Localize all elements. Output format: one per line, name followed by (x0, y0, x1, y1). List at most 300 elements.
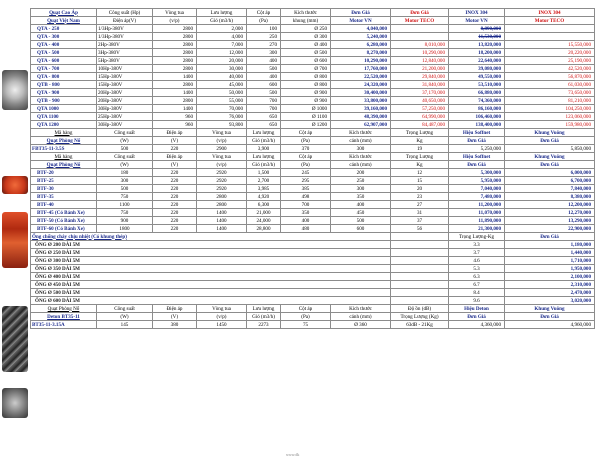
section-subtitle: Quạt Việt Nam (31, 17, 97, 25)
table-cell: 37 (391, 217, 449, 225)
table-cell: 25,190,000 (505, 57, 595, 65)
table-row (31, 33, 595, 41)
table-cell: 21,300,000 (449, 225, 505, 233)
table-cell: 12 (391, 169, 449, 177)
table-cell: 30,000 (197, 65, 247, 73)
table-cell: Ø 1000 (281, 105, 331, 113)
table-cell: 50,000 (197, 89, 247, 97)
table-cell: 4.6 (449, 257, 505, 265)
table-cell: 1450 (197, 321, 247, 329)
section-header-row (31, 313, 595, 321)
column-header: Lưu lượng (247, 153, 281, 161)
table-cell: 1,440,000 (505, 249, 595, 257)
table-cell: 11,890,000 (449, 217, 505, 225)
table-cell: 1400 (197, 209, 247, 217)
table-cell: 5.3 (449, 265, 505, 273)
table-cell: 2800 (197, 193, 247, 201)
table-cell: 2800 (153, 81, 197, 89)
table-cell: 2273 (247, 321, 281, 329)
column-header: (V) (153, 137, 197, 145)
table-cell: 31,840,000 (391, 81, 449, 89)
column-header: Mã hàng (31, 129, 97, 137)
table-cell: 1400 (197, 225, 247, 233)
table-cell: 8.4 (449, 289, 505, 297)
table-row (31, 25, 595, 33)
table-cell: 61,030,000 (505, 81, 595, 89)
table-cell: 400 (331, 201, 391, 209)
table-cell: 6,700,000 (505, 177, 595, 185)
table-row (31, 297, 595, 305)
table-cell (391, 241, 449, 249)
table-cell: 9.6 (449, 297, 505, 305)
table-cell: 11,530,000 (449, 33, 505, 41)
table-cell: 159,980,000 (505, 121, 595, 129)
table-cell: 24,000 (247, 217, 281, 225)
table-cell: 400 (281, 217, 331, 225)
table-cell: 12,270,000 (505, 209, 595, 217)
table-cell: 1,950,000 (505, 265, 595, 273)
table-cell: 53,510,000 (449, 81, 505, 89)
table-cell: 2800 (153, 65, 197, 73)
table-row (31, 121, 595, 129)
table-cell: 20 (391, 185, 449, 193)
column-header: Điện áp(V) (97, 17, 153, 25)
column-header: Trọng Lượng (Kg) (391, 313, 449, 321)
product-code: QTA 1000 (31, 105, 97, 113)
product-code: QTA - 400 (31, 41, 97, 49)
table-row (31, 113, 595, 121)
column-header: Kg (391, 137, 449, 145)
column-header: Cột áp (247, 9, 281, 17)
table-cell: Ø 800 (281, 81, 331, 89)
table-cell: 400 (247, 57, 281, 65)
table-cell: 7,840,000 (505, 185, 595, 193)
table-cell: 21,200,000 (391, 65, 449, 73)
product-code: BTF-20 (31, 169, 97, 177)
product-code: ỐNG Ø 500 DÀI 5M (31, 289, 391, 297)
table-cell: 33,800,000 (331, 97, 391, 105)
section-header-row (31, 233, 595, 241)
column-header: (V) (153, 313, 197, 321)
table-cell: 55,000 (197, 97, 247, 105)
column-header: (V) (153, 161, 197, 169)
product-code: BTF-35 (31, 193, 97, 201)
table-cell: 28,800 (247, 225, 281, 233)
table-row (31, 41, 595, 49)
table-cell: 2900 (197, 145, 247, 153)
column-header: Lưu lượng (197, 9, 247, 17)
page-footer: www.dk (286, 452, 300, 457)
section-header-row (31, 305, 595, 313)
table-cell: 3.7 (449, 249, 505, 257)
column-header: Khung Vuông (505, 129, 595, 137)
column-header: Công suất (97, 153, 153, 161)
table-cell: Ø 360 (331, 321, 391, 329)
product-code: ỐNG Ø 250 DÀI 5M (31, 249, 391, 257)
table-cell: 30,400,000 (331, 89, 391, 97)
table-cell: 270 (247, 41, 281, 49)
table-cell: 5,240,000 (331, 33, 391, 41)
table-cell (505, 25, 595, 33)
table-cell: 27 (391, 201, 449, 209)
table-cell: 2Hp-380V (97, 41, 153, 49)
table-cell (505, 33, 595, 41)
table-cell: 62,907,000 (331, 121, 391, 129)
table-row (31, 193, 595, 201)
column-header: Vòng tua (153, 9, 197, 17)
table-cell (391, 257, 449, 265)
table-cell: 3,985 (247, 185, 281, 193)
price-table-body (31, 9, 595, 329)
table-row (31, 105, 595, 113)
table-cell: 7,000 (197, 41, 247, 49)
table-cell: 30Hp-380V (97, 105, 153, 113)
table-cell: 2920 (197, 185, 247, 193)
column-header: INOX 304 (449, 9, 505, 17)
table-cell: 250 (247, 33, 281, 41)
column-header: Gió (m3/h) (247, 161, 281, 169)
column-header: (W) (97, 313, 153, 321)
column-header: Trọng Lượng (391, 153, 449, 161)
table-cell: 11,200,000 (449, 201, 505, 209)
table-cell: 2920 (197, 169, 247, 177)
table-cell: 5,950,000 (449, 177, 505, 185)
heat-resistant-duct-image (2, 306, 28, 372)
product-code: QTA - 500 (31, 49, 97, 57)
section-header-row (31, 17, 595, 25)
column-header: Quạt Phòng Nổ (31, 137, 97, 145)
table-cell: Ø 400 (281, 41, 331, 49)
table-cell: 19 (391, 145, 449, 153)
table-cell: 1400 (153, 89, 197, 97)
table-cell: 5Hp-380V (97, 57, 153, 65)
table-cell: 12,000 (197, 49, 247, 57)
table-row (31, 177, 595, 185)
column-header: Trọng Lượng (391, 129, 449, 137)
product-code: QTA 1100 (31, 113, 97, 121)
table-row (31, 145, 595, 153)
table-cell: 2800 (153, 33, 197, 41)
table-cell: 300 (247, 49, 281, 57)
column-header: cánh (mm) (331, 161, 391, 169)
table-cell: 500 (247, 65, 281, 73)
table-row (31, 49, 595, 57)
column-header: Đơn Giá (505, 233, 595, 241)
table-cell: 3Hp-380V (97, 49, 153, 57)
column-header: Motor VN (449, 17, 505, 25)
column-header: Độ ồn (dB) (391, 305, 449, 313)
column-header: Motor VN (331, 17, 391, 25)
table-cell: 12,840,000 (391, 57, 449, 65)
table-cell: 1100 (97, 201, 153, 209)
column-header: Kích thước (331, 305, 391, 313)
table-cell: Ø 300 (281, 33, 331, 41)
table-cell: 8,380,000 (505, 193, 595, 201)
table-cell: 480 (281, 225, 331, 233)
table-cell: 39,160,000 (331, 105, 391, 113)
table-cell: 220 (153, 145, 197, 153)
table-cell: 70,000 (197, 105, 247, 113)
table-cell: 37,170,000 (391, 89, 449, 97)
table-cell: 20Hp-380V (97, 89, 153, 97)
table-cell: 84,487,000 (391, 121, 449, 129)
table-cell: 2920 (197, 177, 247, 185)
table-cell: 10,290,000 (331, 57, 391, 65)
column-header: Gió (m3/h) (197, 17, 247, 25)
table-cell: 66,880,000 (449, 89, 505, 97)
table-cell: 498 (281, 193, 331, 201)
table-cell: 2800 (197, 201, 247, 209)
column-header: Lưu lượng (247, 129, 281, 137)
product-code: BTF-60 (Có Bánh Xe) (31, 225, 97, 233)
table-cell: 2800 (153, 49, 197, 57)
table-cell: 750 (97, 193, 153, 201)
table-cell: 385 (281, 185, 331, 193)
table-cell (391, 265, 449, 273)
table-row (31, 201, 595, 209)
column-header: Cột áp (281, 305, 331, 313)
table-row (31, 185, 595, 193)
column-header: cánh (mm) (331, 137, 391, 145)
table-cell: 17,760,000 (331, 65, 391, 73)
table-cell: Ø 1200 (281, 121, 331, 129)
column-header: Kg (391, 161, 449, 169)
table-row (31, 257, 595, 265)
product-code: BTF-40 (31, 201, 97, 209)
table-cell: 500 (247, 89, 281, 97)
product-code: QTB - 900 (31, 97, 97, 105)
table-cell: Ø 900 (281, 97, 331, 105)
product-code: QTA - 300 (31, 33, 97, 41)
product-code: QTA - 600 (31, 57, 97, 65)
table-cell: 220 (153, 169, 197, 177)
table-cell: 295 (281, 177, 331, 185)
column-header: (W) (97, 137, 153, 145)
column-header: (Pa) (281, 137, 331, 145)
column-header: Hiệu Deton (449, 305, 505, 313)
product-code: ỐNG Ø 450 DÀI 5M (31, 281, 391, 289)
table-cell: 3.3 (449, 241, 505, 249)
table-cell: 45,000 (197, 81, 247, 89)
table-cell: 180 (97, 169, 153, 177)
column-header: Trọng Lượng-Kg (449, 233, 505, 241)
product-code: ỐNG Ø 350 DÀI 5M (31, 265, 391, 273)
table-cell: 74,360,000 (449, 97, 505, 105)
section-title: Ống chống cháy chịu nhiệt (Có khung thép) (31, 233, 391, 241)
table-cell: 57,250,000 (391, 105, 449, 113)
table-cell: 48,390,000 (331, 113, 391, 121)
column-header: (v/p) (197, 313, 247, 321)
table-cell: 24,320,000 (331, 81, 391, 89)
axial-fan-image (2, 70, 28, 110)
table-cell: 42,520,000 (505, 65, 595, 73)
table-cell: 220 (153, 225, 197, 233)
table-cell: 23 (391, 193, 449, 201)
column-header: Mã hàng (31, 153, 97, 161)
section-title: Quạt Cao Áp (31, 9, 97, 17)
table-cell: 4,360,000 (449, 321, 505, 329)
table-cell: 500 (331, 217, 391, 225)
table-cell: 13,820,000 (449, 41, 505, 49)
table-cell: 2,000 (197, 25, 247, 33)
table-cell: 106,460,000 (449, 113, 505, 121)
deton-fan-image (2, 388, 28, 418)
table-cell: 15 (391, 177, 449, 185)
product-code: ỐNG Ø 600 DÀI 5M (31, 297, 391, 305)
table-cell: 6.3 (449, 273, 505, 281)
table-cell: 960 (153, 113, 197, 121)
column-header: Đơn Giá (449, 137, 505, 145)
table-cell: 370 (281, 145, 331, 153)
column-header: Vòng tua (197, 153, 247, 161)
product-code: BTF-30 (31, 185, 97, 193)
product-code: QTA 1200 (31, 121, 97, 129)
table-cell: 750 (97, 209, 153, 217)
table-cell: 650 (247, 121, 281, 129)
price-table (30, 8, 595, 329)
column-header: Quạt Phòng Nổ (31, 161, 97, 169)
product-code: QTA - 250 (31, 25, 97, 33)
table-cell: Ø 1100 (281, 113, 331, 121)
product-code: QTA - 900 (31, 89, 97, 97)
table-cell: 700 (247, 105, 281, 113)
table-cell (391, 289, 449, 297)
table-cell: 2,100,000 (505, 273, 595, 281)
table-cell: 250 (331, 177, 391, 185)
table-cell: 6,000,000 (505, 169, 595, 177)
column-header: Điện áp (153, 129, 197, 137)
column-header: Đơn Giá (505, 161, 595, 169)
column-header: (Pa) (281, 313, 331, 321)
product-code: ỐNG Ø 300 DÀI 5M (31, 257, 391, 265)
column-header: Cột áp (281, 153, 331, 161)
table-cell: 245 (281, 169, 331, 177)
table-cell: 1,180,000 (505, 241, 595, 249)
table-cell: 300 (331, 145, 391, 153)
column-header: Vòng tua (197, 129, 247, 137)
explosion-proof-fan-image (2, 176, 28, 194)
table-cell: 6,280,000 (331, 41, 391, 49)
table-cell: 138,400,000 (449, 121, 505, 129)
table-row (31, 81, 595, 89)
table-cell: Ø 700 (281, 65, 331, 73)
column-header: INOX 304 (505, 9, 595, 17)
column-header: Đơn Giá (449, 313, 505, 321)
table-cell: 63dB - 21Kg (391, 321, 449, 329)
table-cell: 220 (153, 185, 197, 193)
table-cell: 18,200,000 (449, 49, 505, 57)
column-header: Đơn Giá (449, 161, 505, 169)
table-cell: 3,900 (247, 145, 281, 153)
table-cell: 22,640,000 (449, 57, 505, 65)
table-cell: 8,890,000 (449, 25, 505, 33)
section-header-row (31, 9, 595, 17)
table-cell: 15,550,000 (505, 41, 595, 49)
table-cell: 650 (247, 113, 281, 121)
table-cell: 13,290,000 (505, 217, 595, 225)
column-header: Hiệu Soffnet (449, 129, 505, 137)
table-cell: 49,550,000 (449, 73, 505, 81)
table-cell: 2800 (153, 41, 197, 49)
table-cell (391, 273, 449, 281)
table-cell: 86,160,000 (449, 105, 505, 113)
table-cell: 4,920 (247, 193, 281, 201)
table-cell: 1,710,000 (505, 257, 595, 265)
column-header: Cột áp (281, 129, 331, 137)
table-cell (391, 281, 449, 289)
column-header: Gió (m3/h) (247, 137, 281, 145)
table-cell: 22,900,000 (505, 225, 595, 233)
table-cell: Ø 500 (281, 49, 331, 57)
column-header: Lưu lượng (247, 305, 281, 313)
table-row (31, 289, 595, 297)
table-cell: 73,650,000 (505, 89, 595, 97)
table-cell: 300 (97, 177, 153, 185)
table-cell: 2800 (153, 25, 197, 33)
product-code: QTA - 700 (31, 65, 97, 73)
table-cell: 1400 (153, 73, 197, 81)
table-cell: 2,310,000 (505, 281, 595, 289)
product-code: BTF-45 (Có Bánh Xe) (31, 209, 97, 217)
table-cell: FBT35-11-3.5S (31, 145, 97, 153)
table-cell: 104,250,000 (505, 105, 595, 113)
table-cell: 220 (153, 177, 197, 185)
column-header: (W) (97, 161, 153, 169)
product-code: QTA - 800 (31, 73, 97, 81)
table-cell: 6,300 (247, 201, 281, 209)
column-header: Vòng tua (197, 305, 247, 313)
table-row (31, 73, 595, 81)
table-cell: 11,070,000 (449, 209, 505, 217)
table-cell: 500 (97, 145, 153, 153)
table-cell: 15Hp-380V (97, 73, 153, 81)
table-cell: 5,850,000 (505, 145, 595, 153)
column-header: khung (mm) (281, 17, 331, 25)
table-cell: 40,000 (197, 73, 247, 81)
table-row (31, 241, 595, 249)
table-cell: Ø 250 (281, 25, 331, 33)
table-cell: 40,650,000 (391, 97, 449, 105)
table-row (31, 57, 595, 65)
table-cell: Ø 600 (281, 57, 331, 65)
table-cell (391, 297, 449, 305)
product-code: BTF-50 (Có Bánh Xe) (31, 217, 97, 225)
column-header: Đơn Giá (505, 313, 595, 321)
table-cell: BT35-11-3.15A (31, 321, 97, 329)
table-cell: 900 (97, 217, 153, 225)
table-row (31, 89, 595, 97)
column-header: (v/p) (153, 17, 197, 25)
table-cell: 31 (391, 209, 449, 217)
table-row (31, 209, 595, 217)
column-header: Đơn Giá (331, 9, 391, 17)
table-cell: 700 (281, 201, 331, 209)
column-header: Điện áp (153, 305, 197, 313)
table-cell: 8,270,000 (331, 49, 391, 57)
table-cell: 56,870,000 (505, 73, 595, 81)
table-cell (391, 25, 449, 33)
column-header: (Pa) (247, 17, 281, 25)
column-header: (v/p) (197, 137, 247, 145)
table-row (31, 321, 595, 329)
column-header: Điện áp (153, 153, 197, 161)
table-row (31, 65, 595, 73)
column-header: (Pa) (281, 161, 331, 169)
table-cell: 350 (281, 209, 331, 217)
table-cell: 123,060,000 (505, 113, 595, 121)
table-cell: 30Hp-380V (97, 121, 153, 129)
table-row (31, 97, 595, 105)
